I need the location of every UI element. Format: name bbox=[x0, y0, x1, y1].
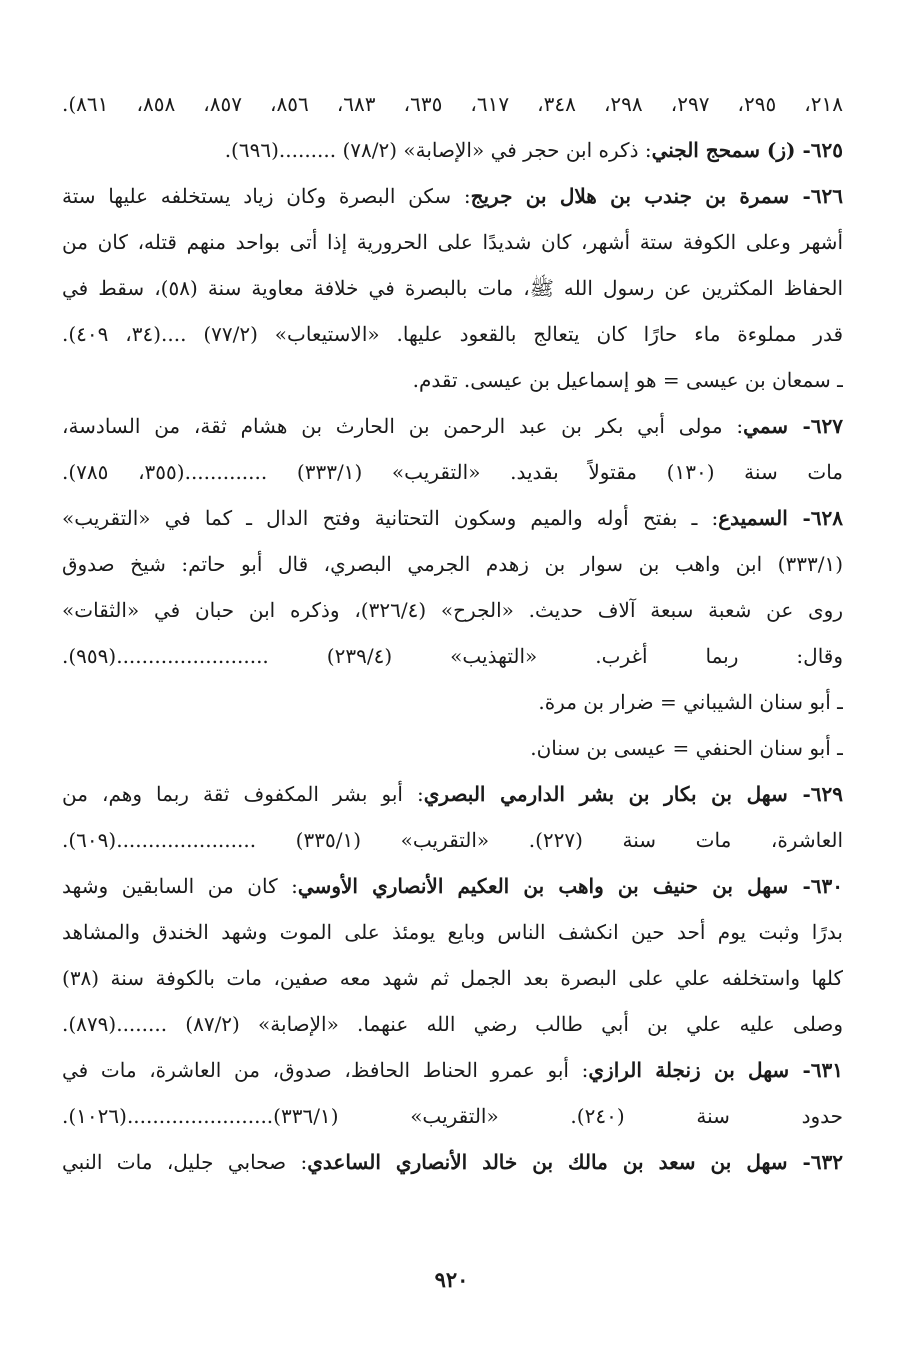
page-number: ٩٢٠ bbox=[434, 1267, 469, 1292]
text-line: وصلى عليه علي بن أبي طالب رضي الله عنهما. «الإصابة» (٨٧/٢) ........(٨٧٩). bbox=[62, 1012, 843, 1036]
text-line: أشهر وعلى الكوفة ستة أشهر، كان شديدًا على الحرورية إذا أتى بواحد منهم قتله، كان من bbox=[62, 230, 843, 254]
text-line: وقال: ربما أغرب. «التهذيب» (٢٣٩/٤) ........................(٩٥٩). bbox=[62, 644, 843, 668]
text-line: ٢١٨، ٢٩٥، ٢٩٧، ٢٩٨، ٣٤٨، ٦١٧، ٦٣٥، ٦٨٣، ٨٥٦، ٨٥٧، ٨٥٨، ٨٦١). bbox=[62, 92, 843, 116]
text-line: حدود سنة (٢٤٠). «التقريب» (٣٣٦/١).......................(١٠٢٦). bbox=[62, 1104, 843, 1128]
entry-632: ٦٣٢- سهل بن سعد بن مالك بن خالد الأنصاري الساعدي: صحابي جليل، مات النبي bbox=[62, 1150, 843, 1174]
cross-reference: ـ أبو سنان الحنفي = عيسى بن سنان. bbox=[530, 736, 843, 760]
cross-reference: ـ سمعان بن عيسى = هو إسماعيل بن عيسى. تقدم. bbox=[412, 368, 843, 392]
text-line: روى عن شعبة سبعة آلاف حديث. «الجرح» (٣٢٦/٤)، وذكره ابن حبان في «الثقات» bbox=[62, 598, 843, 622]
text-line: (٣٣٣/١) ابن واهب بن سوار بن زهدم الجرمي البصري، قال أبو حاتم: شيخ صدوق bbox=[62, 552, 843, 576]
entry-628: ٦٢٨- السميدع: ـ بفتح أوله والميم وسكون التحتانية وفتح الدال ـ كما في «التقريب» bbox=[62, 506, 843, 530]
entry-625: ٦٢٥- (ز) سمحج الجني: ذكره ابن حجر في «الإصابة» (٧٨/٢) .........(٦٩٦). bbox=[224, 138, 843, 162]
entry-631: ٦٣١- سهل بن زنجلة الرازي: أبو عمرو الحناط الحافظ، صدوق، من العاشرة، مات في bbox=[62, 1058, 843, 1082]
entry-626: ٦٢٦- سمرة بن جندب بن هلال بن جريج: سكن البصرة وكان زياد يستخلفه عليها ستة bbox=[62, 184, 843, 208]
text-line: العاشرة، مات سنة (٢٢٧). «التقريب» (٣٣٥/١) ......................(٦٠٩). bbox=[62, 828, 843, 852]
text-line: كلها واستخلفه علي على البصرة بعد الجمل ثم شهد معه صفين، مات بالكوفة سنة (٣٨) bbox=[62, 966, 843, 990]
entry-629: ٦٢٩- سهل بن بكار بن بشر الدارمي البصري: أبو بشر المكفوف ثقة ربما وهم، من bbox=[62, 782, 843, 806]
entry-630: ٦٣٠- سهل بن حنيف بن واهب بن العكيم الأنصاري الأوسي: كان من السابقين وشهد bbox=[62, 874, 843, 898]
text-line: قدر مملوءة ماء حارًا كان يتعالج بالقعود عليها. «الاستيعاب» (٧٧/٢) ....(٣٤، ٤٠٩). bbox=[62, 322, 843, 346]
text-line: بدرًا وثبت يوم أحد حين انكشف الناس وبايع يومئذ على الموت وشهد الخندق والمشاهد bbox=[62, 920, 843, 944]
cross-reference: ـ أبو سنان الشيباني = ضرار بن مرة. bbox=[538, 690, 843, 714]
entry-627: ٦٢٧- سمي: مولى أبي بكر بن عبد الرحمن بن الحارث بن هشام ثقة، من السادسة، bbox=[62, 414, 843, 438]
text-line: الحفاظ المكثرين عن رسول الله ﷺ، مات بالبصرة في خلافة معاوية سنة (٥٨)، سقط في bbox=[62, 276, 843, 300]
text-line: مات سنة (١٣٠) مقتولاً بقديد. «التقريب» (٣٣٣/١) .............(٣٥٥، ٧٨٥). bbox=[62, 460, 843, 484]
